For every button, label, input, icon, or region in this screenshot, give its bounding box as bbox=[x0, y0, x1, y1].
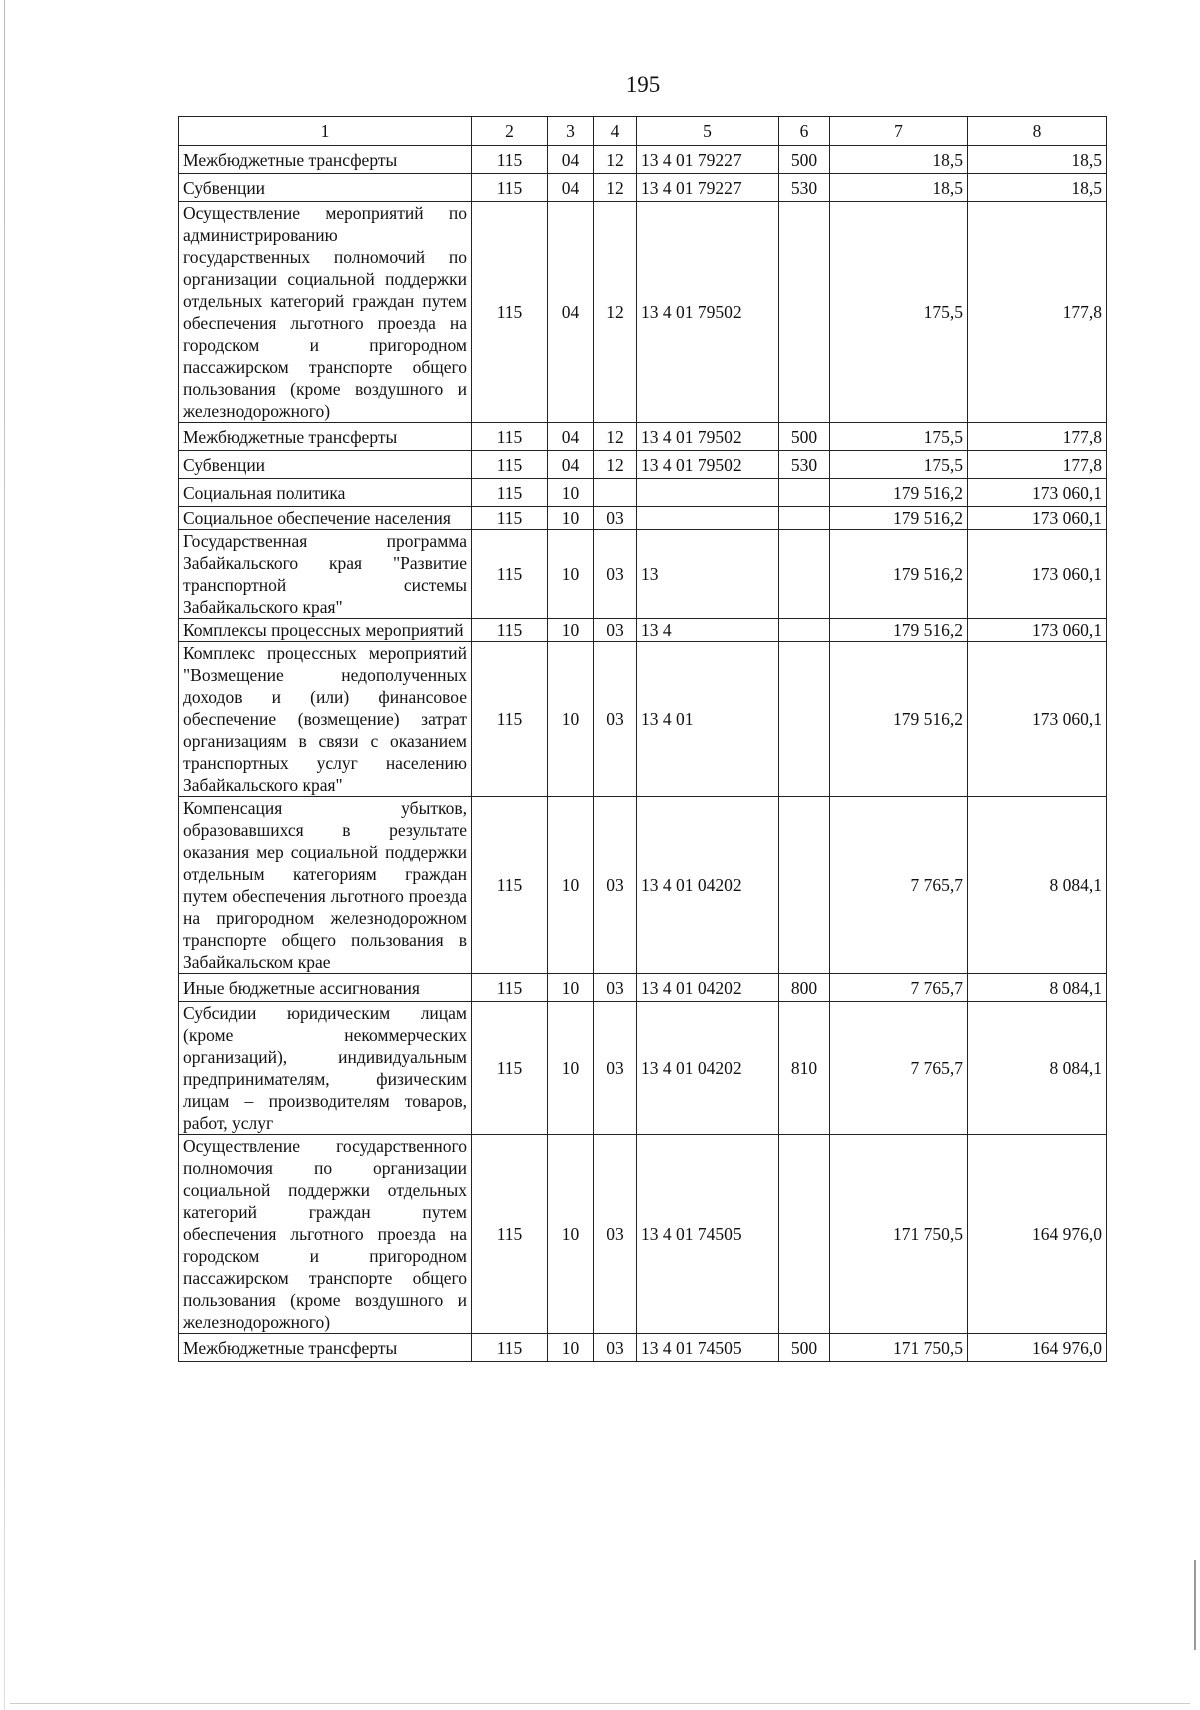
cell-admin-code: 115 bbox=[472, 174, 548, 202]
scan-edge-right bbox=[1194, 1560, 1196, 1650]
cell-amount-year1: 179 516,2 bbox=[830, 507, 968, 530]
cell-section: 10 bbox=[548, 642, 594, 797]
page-number: 195 bbox=[625, 72, 661, 97]
table-row bbox=[179, 1334, 1107, 1362]
column-header: 8 bbox=[968, 117, 1107, 146]
scan-edge-left bbox=[4, 0, 5, 1710]
table-row bbox=[179, 530, 1107, 619]
table-row bbox=[179, 507, 1107, 530]
table-row bbox=[179, 451, 1107, 479]
cell-target-article: 13 4 01 74505 bbox=[637, 1135, 779, 1334]
cell-expense-type: 810 bbox=[779, 1002, 830, 1135]
cell-amount-year2: 173 060,1 bbox=[968, 619, 1107, 642]
cell-section: 04 bbox=[548, 146, 594, 174]
row-name: Субвенции bbox=[179, 174, 472, 202]
cell-section: 10 bbox=[548, 1334, 594, 1362]
cell-subsection: 03 bbox=[594, 642, 637, 797]
cell-admin-code: 115 bbox=[472, 423, 548, 451]
cell-amount-year2: 164 976,0 bbox=[968, 1135, 1107, 1334]
cell-subsection: 03 bbox=[594, 619, 637, 642]
table-row bbox=[179, 974, 1107, 1002]
cell-amount-year2: 18,5 bbox=[968, 146, 1107, 174]
cell-target-article: 13 4 01 79502 bbox=[637, 423, 779, 451]
cell-amount-year1: 179 516,2 bbox=[830, 530, 968, 619]
table-row bbox=[179, 202, 1107, 423]
row-name: Осуществление государственного полномочия по организации социальной поддержки отдельных категорий граждан путем обеспечения льготного проезда на городском и пригородном пассажирском транспорте общего пользования (кроме воздушного и железнодорожного) bbox=[179, 1135, 472, 1334]
table-row bbox=[179, 619, 1107, 642]
cell-admin-code: 115 bbox=[472, 507, 548, 530]
column-header: 2 bbox=[472, 117, 548, 146]
cell-section: 10 bbox=[548, 530, 594, 619]
cell-expense-type bbox=[779, 1135, 830, 1334]
cell-amount-year1: 179 516,2 bbox=[830, 619, 968, 642]
cell-amount-year2: 177,8 bbox=[968, 202, 1107, 423]
scan-bottom-edge bbox=[10, 1703, 1190, 1704]
cell-subsection: 03 bbox=[594, 1334, 637, 1362]
header-row bbox=[179, 117, 1107, 146]
cell-section: 10 bbox=[548, 507, 594, 530]
cell-expense-type: 500 bbox=[779, 1334, 830, 1362]
row-name: Межбюджетные трансферты bbox=[179, 146, 472, 174]
row-name: Комплекс процессных мероприятий "Возмещение недополученных доходов и (или) финансовое обеспечение (возмещение) затрат организациям в связи с оказанием транспортных услуг населению Забайкальского края" bbox=[179, 642, 472, 797]
column-header: 4 bbox=[594, 117, 637, 146]
column-header: 6 bbox=[779, 117, 830, 146]
cell-amount-year1: 7 765,7 bbox=[830, 974, 968, 1002]
cell-admin-code: 115 bbox=[472, 974, 548, 1002]
cell-amount-year2: 173 060,1 bbox=[968, 507, 1107, 530]
cell-subsection: 03 bbox=[594, 1002, 637, 1135]
table-row bbox=[179, 797, 1107, 974]
cell-target-article: 13 4 bbox=[637, 619, 779, 642]
row-name: Межбюджетные трансферты bbox=[179, 1334, 472, 1362]
cell-expense-type: 500 bbox=[779, 146, 830, 174]
cell-amount-year2: 173 060,1 bbox=[968, 479, 1107, 507]
cell-target-article: 13 4 01 bbox=[637, 642, 779, 797]
table-row bbox=[179, 146, 1107, 174]
cell-expense-type bbox=[779, 642, 830, 797]
row-name: Осуществление мероприятий по администрированию государственных полномочий по организации социальной поддержки отдельных категорий граждан путем обеспечения льготного проезда на городском и пригородном пассажирском транспорте общего пользования (кроме воздушного и железнодорожного) bbox=[179, 202, 472, 423]
cell-amount-year1: 175,5 bbox=[830, 423, 968, 451]
column-header: 1 bbox=[179, 117, 472, 146]
cell-expense-type bbox=[779, 797, 830, 974]
cell-expense-type: 500 bbox=[779, 423, 830, 451]
cell-target-article: 13 4 01 79227 bbox=[637, 146, 779, 174]
cell-section: 04 bbox=[548, 423, 594, 451]
cell-admin-code: 115 bbox=[472, 530, 548, 619]
cell-amount-year1: 7 765,7 bbox=[830, 1002, 968, 1135]
cell-subsection: 12 bbox=[594, 451, 637, 479]
cell-expense-type bbox=[779, 202, 830, 423]
cell-amount-year2: 18,5 bbox=[968, 174, 1107, 202]
cell-admin-code: 115 bbox=[472, 642, 548, 797]
cell-section: 10 bbox=[548, 619, 594, 642]
row-name: Компенсация убытков, образовавшихся в результате оказания мер социальной поддержки отдельным категориям граждан путем обеспечения льготного проезда на пригородном железнодорожном транспорте общего пользования в Забайкальском крае bbox=[179, 797, 472, 974]
cell-subsection: 03 bbox=[594, 530, 637, 619]
cell-amount-year1: 179 516,2 bbox=[830, 642, 968, 797]
cell-amount-year1: 175,5 bbox=[830, 451, 968, 479]
cell-amount-year1: 171 750,5 bbox=[830, 1334, 968, 1362]
cell-amount-year2: 8 084,1 bbox=[968, 797, 1107, 974]
table-row bbox=[179, 642, 1107, 797]
cell-admin-code: 115 bbox=[472, 202, 548, 423]
column-header: 7 bbox=[830, 117, 968, 146]
cell-admin-code: 115 bbox=[472, 1002, 548, 1135]
table-row bbox=[179, 1002, 1107, 1135]
row-name: Комплексы процессных мероприятий bbox=[179, 619, 472, 642]
row-name: Социальная политика bbox=[179, 479, 472, 507]
column-header: 3 bbox=[548, 117, 594, 146]
cell-section: 10 bbox=[548, 1002, 594, 1135]
row-name: Социальное обеспечение населения bbox=[179, 507, 472, 530]
cell-expense-type: 800 bbox=[779, 974, 830, 1002]
cell-expense-type bbox=[779, 507, 830, 530]
cell-target-article: 13 4 01 79502 bbox=[637, 202, 779, 423]
cell-admin-code: 115 bbox=[472, 1334, 548, 1362]
cell-target-article: 13 bbox=[637, 530, 779, 619]
cell-admin-code: 115 bbox=[472, 146, 548, 174]
cell-admin-code: 115 bbox=[472, 1135, 548, 1334]
cell-target-article: 13 4 01 79227 bbox=[637, 174, 779, 202]
cell-target-article: 13 4 01 79502 bbox=[637, 451, 779, 479]
budget-table bbox=[178, 116, 1107, 1362]
row-name: Государственная программа Забайкальского края "Развитие транспортной системы Забайкальского края" bbox=[179, 530, 472, 619]
cell-subsection: 12 bbox=[594, 423, 637, 451]
cell-admin-code: 115 bbox=[472, 619, 548, 642]
row-name: Межбюджетные трансферты bbox=[179, 423, 472, 451]
cell-subsection: 03 bbox=[594, 974, 637, 1002]
row-name: Субвенции bbox=[179, 451, 472, 479]
cell-section: 10 bbox=[548, 479, 594, 507]
cell-subsection bbox=[594, 479, 637, 507]
cell-amount-year1: 18,5 bbox=[830, 174, 968, 202]
cell-expense-type: 530 bbox=[779, 174, 830, 202]
cell-expense-type bbox=[779, 530, 830, 619]
row-name: Субсидии юридическим лицам (кроме некоммерческих организаций), индивидуальным предпринимателям, физическим лицам – производителям товаров, работ, услуг bbox=[179, 1002, 472, 1135]
cell-amount-year1: 175,5 bbox=[830, 202, 968, 423]
cell-section: 04 bbox=[548, 451, 594, 479]
cell-target-article: 13 4 01 74505 bbox=[637, 1334, 779, 1362]
cell-section: 04 bbox=[548, 174, 594, 202]
cell-target-article bbox=[637, 479, 779, 507]
cell-section: 04 bbox=[548, 202, 594, 423]
cell-expense-type: 530 bbox=[779, 451, 830, 479]
cell-subsection: 03 bbox=[594, 1135, 637, 1334]
cell-amount-year1: 171 750,5 bbox=[830, 1135, 968, 1334]
cell-expense-type bbox=[779, 479, 830, 507]
cell-amount-year2: 173 060,1 bbox=[968, 642, 1107, 797]
cell-amount-year1: 7 765,7 bbox=[830, 797, 968, 974]
row-name: Иные бюджетные ассигнования bbox=[179, 974, 472, 1002]
table-row bbox=[179, 479, 1107, 507]
cell-subsection: 12 bbox=[594, 202, 637, 423]
cell-subsection: 03 bbox=[594, 797, 637, 974]
cell-subsection: 03 bbox=[594, 507, 637, 530]
table-row bbox=[179, 1135, 1107, 1334]
cell-amount-year2: 8 084,1 bbox=[968, 974, 1107, 1002]
cell-target-article: 13 4 01 04202 bbox=[637, 974, 779, 1002]
cell-section: 10 bbox=[548, 1135, 594, 1334]
table-row bbox=[179, 174, 1107, 202]
cell-admin-code: 115 bbox=[472, 797, 548, 974]
cell-amount-year2: 177,8 bbox=[968, 423, 1107, 451]
cell-section: 10 bbox=[548, 974, 594, 1002]
cell-admin-code: 115 bbox=[472, 451, 548, 479]
cell-amount-year2: 177,8 bbox=[968, 451, 1107, 479]
cell-amount-year2: 173 060,1 bbox=[968, 530, 1107, 619]
column-header: 5 bbox=[637, 117, 779, 146]
cell-amount-year1: 18,5 bbox=[830, 146, 968, 174]
cell-admin-code: 115 bbox=[472, 479, 548, 507]
cell-target-article bbox=[637, 507, 779, 530]
cell-section: 10 bbox=[548, 797, 594, 974]
cell-amount-year1: 179 516,2 bbox=[830, 479, 968, 507]
table-row bbox=[179, 423, 1107, 451]
cell-amount-year2: 164 976,0 bbox=[968, 1334, 1107, 1362]
cell-subsection: 12 bbox=[594, 146, 637, 174]
cell-target-article: 13 4 01 04202 bbox=[637, 797, 779, 974]
cell-amount-year2: 8 084,1 bbox=[968, 1002, 1107, 1135]
cell-subsection: 12 bbox=[594, 174, 637, 202]
cell-target-article: 13 4 01 04202 bbox=[637, 1002, 779, 1135]
cell-expense-type bbox=[779, 619, 830, 642]
